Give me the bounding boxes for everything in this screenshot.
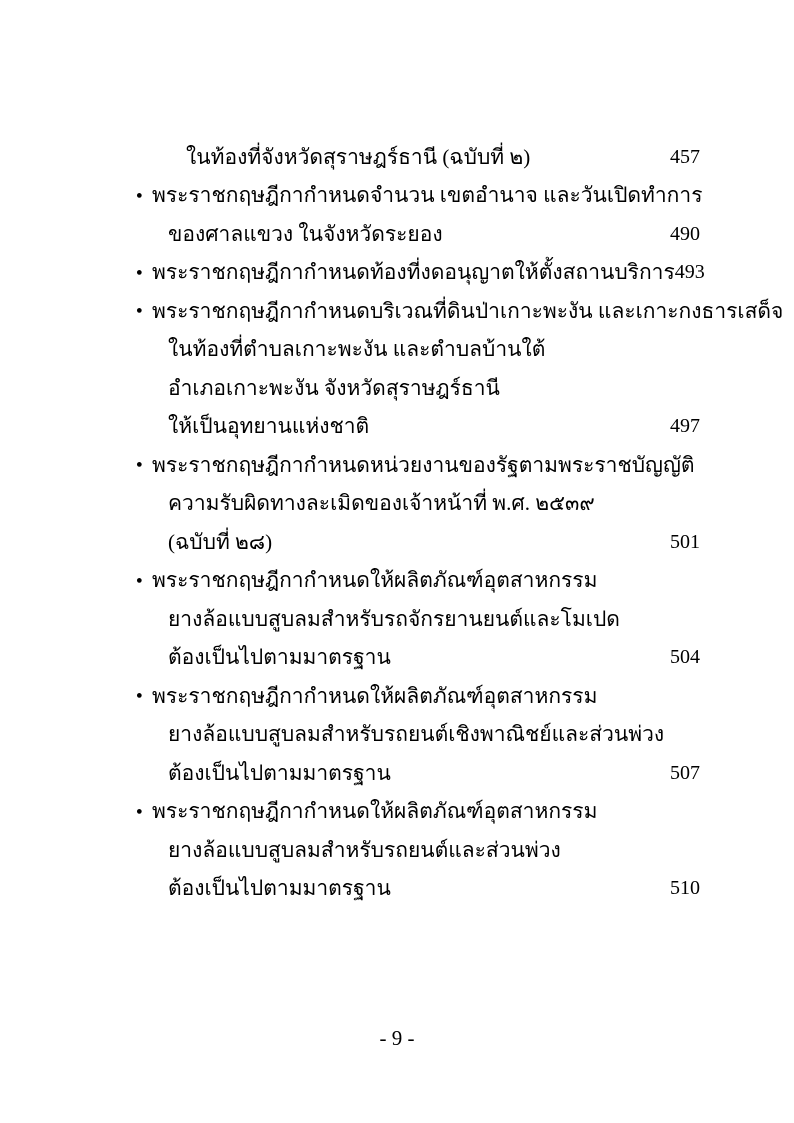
toc-page-number: 504 <box>670 646 700 669</box>
toc-page-number: 493 <box>674 261 705 284</box>
toc-entry-text: ยางล้อแบบสูบลมสำหรับรถยนต์เชิงพาณิชย์และส่วนพ่วง <box>168 722 665 747</box>
toc-entry-text: ในท้องที่จังหวัดสุราษฎร์ธานี (ฉบับที่ ๒) <box>186 144 531 169</box>
toc-entry-text: (ฉบับที่ ๒๘) <box>168 529 273 554</box>
bullet-icon: ● <box>136 304 143 317</box>
toc-page-number: 490 <box>670 222 700 245</box>
toc-entry-text: ในท้องที่ตำบลเกาะพะงัน และตำบลบ้านใต้ <box>168 337 546 362</box>
toc-line <box>136 600 700 639</box>
toc-line <box>136 177 703 216</box>
toc-line <box>136 446 700 485</box>
toc-entry-text: พระราชกฤษฎีกากำหนดให้ผลิตภัณฑ์อุตสาหกรรม <box>152 799 598 824</box>
toc-line <box>136 369 700 408</box>
bullet-icon: ● <box>136 189 143 202</box>
toc-entry-text: ความรับผิดทางละเมิดของเจ้าหน้าที่ พ.ศ. ๒๕๓๙ <box>168 491 595 516</box>
toc-line <box>136 215 700 254</box>
toc-entry-text: พระราชกฤษฎีกากำหนดบริเวณที่ดินป่าเกาะพะงัน และเกาะกงธารเสด็จ <box>152 298 784 323</box>
toc-line <box>136 408 700 447</box>
toc-line <box>136 831 700 870</box>
bullet-icon: ● <box>136 266 143 279</box>
toc-entry-text: พระราชกฤษฎีกากำหนดจำนวน เขตอำนาจ และวันเปิดทำการ <box>152 183 703 208</box>
footer-page-number: - 9 - <box>379 1026 415 1050</box>
toc-line <box>136 870 700 909</box>
toc-entry-text: ยางล้อแบบสูบลมสำหรับรถจักรยานยนต์และโมเปด <box>168 606 620 631</box>
toc-page-number: 507 <box>670 761 700 784</box>
toc-entry-text: พระราชกฤษฎีกากำหนดหน่วยงานของรัฐตามพระราชบัญญัติ <box>152 452 695 477</box>
toc-entry-text: ให้เป็นอุทยานแห่งชาติ <box>168 414 370 439</box>
toc-entry-text: อำเภอเกาะพะงัน จังหวัดสุราษฎร์ธานี <box>168 375 500 400</box>
toc-line <box>136 562 700 601</box>
toc-line <box>136 138 700 177</box>
toc-line <box>136 292 784 331</box>
toc-entry-text: พระราชกฤษฎีกากำหนดให้ผลิตภัณฑ์อุตสาหกรรม <box>152 683 598 708</box>
toc-page-number: 497 <box>670 415 700 438</box>
toc-line <box>136 677 700 716</box>
toc-entry-text: ต้องเป็นไปตามมาตรฐาน <box>168 876 391 901</box>
toc-page-number: 510 <box>670 877 700 900</box>
toc-entry-text: ต้องเป็นไปตามมาตรฐาน <box>168 760 391 785</box>
toc-line <box>136 485 700 524</box>
toc-line <box>136 254 705 293</box>
toc-line <box>136 716 700 755</box>
toc-entry-text: พระราชกฤษฎีกากำหนดให้ผลิตภัณฑ์อุตสาหกรรม <box>152 568 598 593</box>
toc-entry-text: พระราชกฤษฎีกากำหนดท้องที่งดอนุญาตให้ตั้งสถานบริการ <box>152 260 675 285</box>
bullet-icon: ● <box>136 805 143 818</box>
toc-entry-text: ของศาลแขวง ในจังหวัดระยอง <box>168 221 443 246</box>
toc-list <box>136 138 784 908</box>
toc-line <box>136 793 700 832</box>
toc-entry-text: ยางล้อแบบสูบลมสำหรับรถยนต์และส่วนพ่วง <box>168 837 561 862</box>
toc-line <box>136 639 700 678</box>
bullet-icon: ● <box>136 689 143 702</box>
toc-page-number: 457 <box>670 145 700 168</box>
toc-page-number: 501 <box>670 530 700 553</box>
toc-entry-text: ต้องเป็นไปตามมาตรฐาน <box>168 645 391 670</box>
bullet-icon: ● <box>136 574 143 587</box>
toc-line <box>136 754 700 793</box>
toc-line <box>136 331 700 370</box>
bullet-icon: ● <box>136 458 143 471</box>
toc-line <box>136 523 700 562</box>
